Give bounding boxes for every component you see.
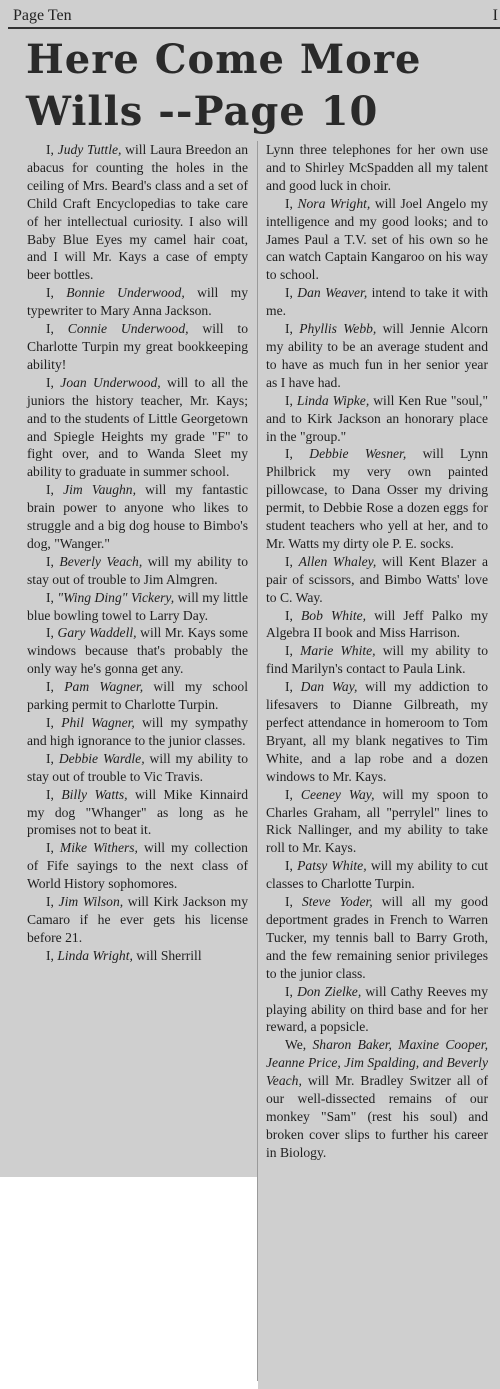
will-text: will my spoon to Charles Graham, all "perrylel" lines to Rick Nallinger, and my ability to take roll to Mr. Kays. [266,786,489,856]
student-name: Phil Wagner, [61,715,135,730]
will-text: will Jeff Palko my Algebra II book and Miss Harrison. [266,607,488,641]
will-text: will my ability to stay out of trouble to Jim Almgren. [27,553,248,587]
will-text: will my ability to cut classes to Charlotte Turpin. [266,858,488,892]
headline-line-2: Wills --Page 10 [26,88,379,135]
will-entry: I, Nora Wright, will Joel Angelo my intelligence and my good looks; and to James Paul a T.V. set of his own so he can watch Captain Kangaroo on his way to school. [266,195,488,283]
student-name: Debbie Wardle, [58,750,145,766]
closing-lead: We, [285,1037,307,1053]
student-name: "Wing Ding" Vickery, [57,589,175,605]
student-name: Phyllis Webb, [299,321,377,337]
student-name: Pam Wagner, [64,679,144,695]
page-folio: Page Ten [13,7,72,24]
will-text: will my typewriter to Mary Anna Jackson. [27,285,249,319]
will-text: will Mr. Kays some windows because that's probably the only way he's gonna get any. [27,625,248,677]
will-text: will my school parking permit to Charlotte Turpin. [27,679,248,713]
student-name: Billy Watts, [61,786,128,802]
student-name: Dan Weaver, [297,285,368,301]
will-entry: I, Connie Underwood, will to Charlotte Turpin my great bookkeeping ability! [27,321,248,372]
student-name: Gary Waddell, [57,625,137,641]
student-name: Steve Yoder, [301,894,373,910]
will-entry: I, Dan Way, will my addiction to lifesavers to Dianne Gilbreath, my perfect attendance in homeroom to Tom Bryant, all my blank negatives to Tim White, and a lap robe and a dozen windows to Mr. Kays. [266,679,488,784]
will-text: will my little blue bowling towel to Larry Day. [27,589,249,623]
will-text: will Cathy Reeves my playing ability on third base and for her reward, a popsicle. [266,983,488,1035]
student-name: Bob White, [301,607,367,623]
will-entry: I, Pam Wagner, will my school parking permit to Charlotte Turpin. [27,679,248,713]
student-name: Don Zielke, [297,983,362,999]
will-text: will Ken Rue "soul," and to Kirk Jackson an honorary place in the "group." [266,392,488,444]
will-text: intend to take it with me. [266,285,488,319]
will-entry: I, Marie White, will my ability to find Marilyn's contact to Paula Link. [266,643,488,677]
student-name: Judy Tuttle, [57,142,122,157]
will-text: will my fantastic brain power to anyone who likes to struggle and a big dog house to Bimbo's dog, "Wanger." [27,482,248,551]
closing-text: will Mr. Bradley Switzer all of our well-dissected remains of our monkey "Sam" (rest his soul) and broken cover slips to further his career in Biology. [266,1073,488,1160]
closing-names: Sharon Baker, Maxine Cooper, Jeanne Price, Jim Spalding, and Beverly Veach, [266,1037,488,1089]
will-entry: I, Bob White, will Jeff Palko my Algebra II book and Miss Harrison. [266,607,488,641]
will-entry: I, Ceeney Way, will my spoon to Charles Graham, all "perrylel" lines to Rick Nallinger, and my ability to take roll to Mr. Kays. [266,786,489,856]
student-name: Joan Underwood, [60,374,161,390]
will-entry: I, Debbie Wardle, will my ability to stay out of trouble to Vic Travis. [27,750,248,784]
will-text: will all my good deportment grades in French to Warren Tucker, my tennis ball to Barry Groth, and the few remaining senior privileges to the junior class. [266,894,488,981]
will-text: will to Charlotte Turpin my great bookkeeping ability! [27,321,248,372]
student-name: Ceeney Way, [300,786,375,802]
will-entry: I, Linda Wright, will Sherrill [46,947,202,963]
will-text: will Kirk Jackson my Camaro if he ever gets his license before 21. [27,894,249,945]
will-entry: I, Dan Weaver, intend to take it with me. [266,285,488,319]
will-continuation: Lynn three telephones for her own use and to Shirley McSpadden all my talent and good luck in choir. [266,142,488,193]
will-text: will Lynn Philbrick my very own painted pillowcase, to Dana Osser my driving permit, to Debbie Rose a dozen eggs for student teachers who yell at her, and to Mr. Watts my dirty ole P. E. socks. [266,446,488,551]
will-text: will my addiction to lifesavers to Dianne Gilbreath, my perfect attendance in homeroom to Tom Bryant, all my blank negatives to Tim White, and a lap robe and a dozen windows to Mr. Kays. [266,679,488,784]
will-text: will my sympathy and high ignorance to the junior classes. [27,715,249,748]
student-name: Jim Wilson, [58,894,124,910]
will-entry: I, Jim Wilson, will Kirk Jackson my Camaro if he ever gets his license before 21. [27,894,249,945]
student-name: Dan Way, [300,679,358,695]
will-text: will my ability to stay out of trouble to Vic Travis. [27,750,248,784]
student-name: Beverly Veach, [59,553,143,569]
will-text: will Joel Angelo my intelligence and my good looks; and to James Paul a T.V. set of his own so he can watch Captain Kangaroo on his way to school. [266,195,488,283]
will-text: will Sherrill [136,947,202,963]
headline-line-1: Here Come More [26,36,422,83]
will-entry: I, Debbie Wesner, will Lynn Philbrick my very own painted pillowcase, to Dana Osser my driving permit, to Debbie Rose a dozen eggs for student teachers who yell at her, and to Mr. Watts my dirty ole P. E. socks. [266,446,488,551]
student-name: Marie White, [300,643,376,659]
will-entry: I, Phil Wagner, will my sympathy and high ignorance to the junior classes. [27,715,249,748]
student-name: Linda Wright, [57,947,133,963]
will-entry: I, Patsy White, will my ability to cut classes to Charlotte Turpin. [266,858,488,892]
will-entry: I, "Wing Ding" Vickery, will my little blue bowling towel to Larry Day. [27,589,249,623]
will-text: will to all the juniors the history teacher, Mr. Kays; and to the students of Little Georgetown and Spiegle Heights my grade "F" to fight over, and to Wanda Sleet my ability to graduate in summer school. [27,374,248,480]
student-name: Bonnie Underwood, [66,285,185,301]
will-entry: I, Linda Wipke, will Ken Rue "soul," and to Kirk Jackson an honorary place in the "group." [266,392,488,444]
will-entry: I, Phyllis Webb, will Jennie Alcorn my ability to be an average student and to have as much fun in her senior year as I have had. [266,321,488,390]
will-entry: I, Judy Tuttle, will Laura Breedon an abacus for counting the holes in the ceiling of Mrs. Beard's class and a set of Child Craft Encyclopedias to take care of her intellectual curiosity. I also will Baby Blue Eyes my camel hair coat, and I will Mr. Kays a case of empty beer bottles. [27,142,248,283]
student-name: Connie Underwood, [67,321,189,337]
closing-will [266,1036,488,1161]
student-name: Nora Wright, [297,195,371,211]
will-text: will Laura Breedon an abacus for counting the holes in the ceiling of Mrs. Beard's class and a set of Child Craft Encyclopedias to take care of her intellectual curiosity. I also will Baby Blue Eyes my camel hair coat, and I will Mr. Kays a case of empty beer bottles. [27,142,248,283]
will-entry: I, Billy Watts, will Mike Kinnaird my dog "Whanger" as long as he promises not to beat it. [27,786,248,838]
will-text: will Kent Blazer a pair of scissors, and Bimbo Watts' love to C. Way. [266,553,488,605]
will-entry: I, Beverly Veach, will my ability to stay out of trouble to Jim Almgren. [27,553,248,587]
page-edge-character: I [492,7,498,24]
will-text: will Mike Kinnaird my dog "Whanger" as long as he promises not to beat it. [27,786,248,838]
student-name: Debbie Wesner, [309,446,407,462]
student-name: Jim Vaughn, [63,482,137,498]
header-rule [8,27,500,29]
student-name: Patsy White, [297,858,367,874]
blank-area [0,1177,258,1389]
student-name: Allen Whaley, [298,553,377,569]
headline [26,34,496,138]
column-divider [257,141,258,1381]
will-text: will my ability to find Marilyn's contact to Paula Link. [266,643,488,677]
will-text: will Jennie Alcorn my ability to be an average student and to have as much fun in her senior year as I have had. [266,321,488,390]
will-entry: I, Mike Withers, will my collection of Fife sayings to the next class of World History sophomores. [27,840,248,892]
will-entry: I, Joan Underwood, will to all the juniors the history teacher, Mr. Kays; and to the students of Little Georgetown and Spiegle Heights my grade "F" to fight over, and to Wanda Sleet my ability to graduate in summer school. [27,374,248,480]
will-entry: I, Jim Vaughn, will my fantastic brain power to anyone who likes to struggle and a big dog house to Bimbo's dog, "Wanger." [27,482,248,551]
will-entry: I, Don Zielke, will Cathy Reeves my playing ability on third base and for her reward, a popsicle. [266,983,488,1035]
student-name: Mike Withers, [59,840,138,856]
will-entry: I, Allen Whaley, will Kent Blazer a pair of scissors, and Bimbo Watts' love to C. Way. [266,553,488,605]
will-entry: I, Bonnie Underwood, will my typewriter to Mary Anna Jackson. [27,285,249,319]
will-entry: I, Steve Yoder, will all my good deportment grades in French to Warren Tucker, my tennis ball to Barry Groth, and the few remaining senior privileges to the junior class. [266,894,488,981]
left-column [27,141,248,965]
will-text: will my collection of Fife sayings to the next class of World History sophomores. [27,840,248,892]
right-column [266,141,488,1162]
will-entry: I, Gary Waddell, will Mr. Kays some windows because that's probably the only way he's gonna get any. [27,625,248,677]
student-name: Linda Wipke, [296,392,370,408]
